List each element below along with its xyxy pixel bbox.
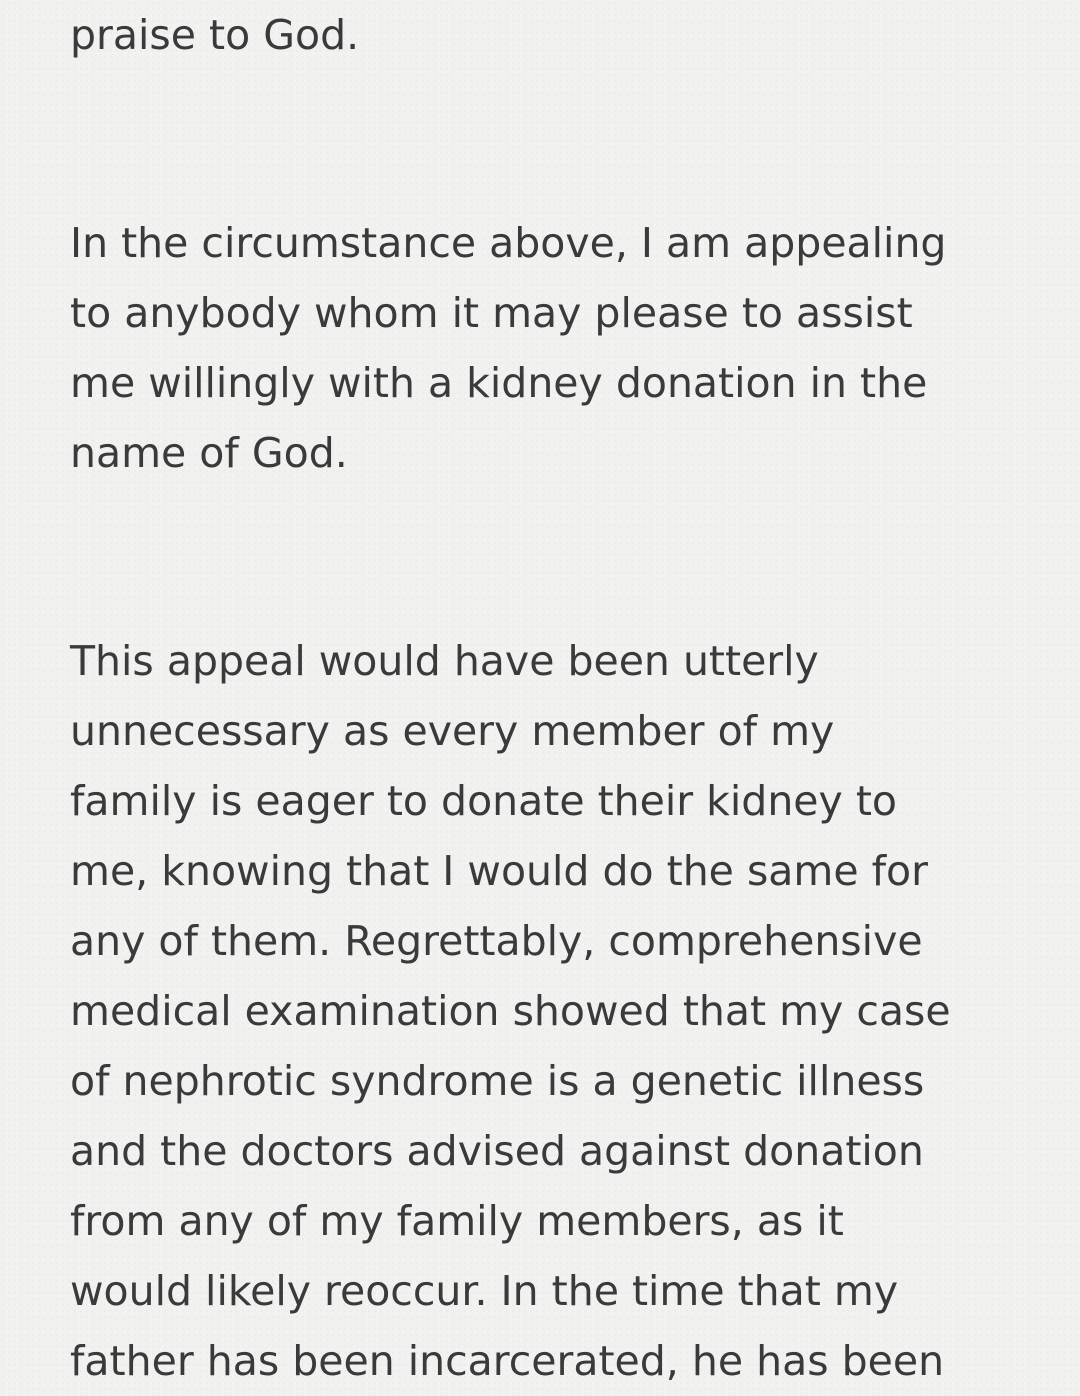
paragraph-closing-praise (70, 0, 1030, 70)
text-line: from any of my family members, as it (70, 1197, 844, 1245)
paragraph-family-explanation (70, 626, 1030, 1396)
text-line: any of them. Regrettably, comprehensive (70, 917, 923, 965)
text-line: This appeal would have been utterly (70, 637, 819, 685)
text-line: me willingly with a kidney donation in the (70, 359, 928, 407)
text-line: medical examination showed that my case (70, 987, 951, 1035)
text-line: of nephrotic syndrome is a genetic illness (70, 1057, 925, 1105)
text-line: would likely reoccur. In the time that my (70, 1267, 899, 1315)
text-line: name of God. (70, 429, 348, 477)
text-line: praise to God. (70, 11, 360, 59)
text-line: and the doctors advised against donation (70, 1127, 924, 1175)
text-line: to anybody whom it may please to assist (70, 289, 913, 337)
text-line: me, knowing that I would do the same for (70, 847, 928, 895)
text-line: unnecessary as every member of my (70, 707, 835, 755)
text-line: In the circumstance above, I am appealing (70, 219, 947, 267)
text-line: family is eager to donate their kidney to (70, 777, 897, 825)
text-line: father has been incarcerated, he has been (70, 1337, 945, 1385)
paragraph-appeal (70, 208, 1030, 488)
